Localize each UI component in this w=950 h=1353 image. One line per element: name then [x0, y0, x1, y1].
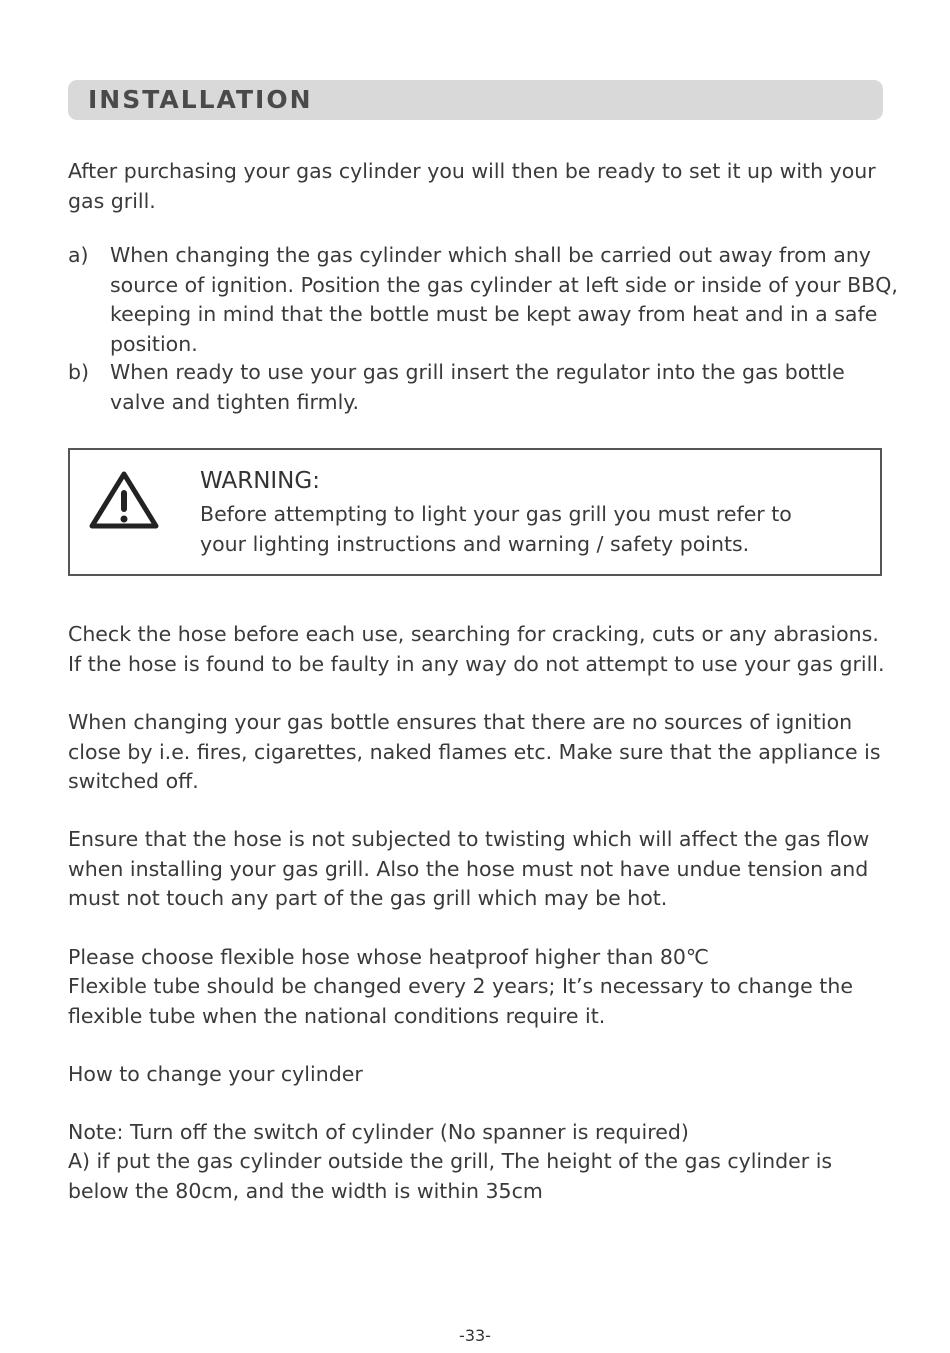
list-text: When ready to use your gas grill insert the regulator into the gas bottle valve and tighten firmly.	[110, 360, 845, 414]
list-marker: b)	[68, 360, 90, 384]
list-text: When changing the gas cylinder which shall be carried out away from any source of ignition. Position the gas cylinder at left side or inside of your BBQ, keeping in mind that the bottle must be kept away from heat and in a safe position.	[110, 243, 898, 356]
hose-check-paragraph: Check the hose before each use, searching for cracking, cuts or any abrasions. If the hose is found to be faulty in any way do not attempt to use your gas grill.	[68, 622, 885, 676]
tube-change-paragraph: Flexible tube should be changed every 2 years; It’s necessary to change the flexible tube when the national conditions require it.	[68, 974, 853, 1028]
twisting-paragraph: Ensure that the hose is not subjected to twisting which will affect the gas flow when installing your gas grill. Also the hose must not have undue tension and must not touch any part of the gas grill which may be hot.	[68, 827, 870, 910]
outside-paragraph: A) if put the gas cylinder outside the grill, The height of the gas cylinder is below the 80cm, and the width is within 35cm	[68, 1149, 833, 1203]
warning-box	[68, 448, 882, 576]
section-title: INSTALLATION	[88, 85, 313, 114]
warning-body: Before attempting to light your gas grill you must refer to your lighting instructions and warning / safety points.	[200, 502, 792, 556]
page-number: -33-	[459, 1326, 491, 1345]
warning-title: WARNING:	[200, 468, 320, 494]
list-marker: a)	[68, 243, 89, 267]
warning-triangle-icon	[88, 468, 160, 532]
section-header	[68, 80, 883, 120]
how-to-heading: How to change your cylinder	[68, 1062, 363, 1086]
intro-paragraph: After purchasing your gas cylinder you will then be ready to set it up with your gas grill.	[68, 159, 876, 213]
heatproof-paragraph: Please choose flexible hose whose heatproof higher than 80℃	[68, 945, 709, 969]
note-paragraph: Note: Turn off the switch of cylinder (No spanner is required)	[68, 1120, 689, 1144]
bottle-change-paragraph: When changing your gas bottle ensures that there are no sources of ignition close by i.e. fires, cigarettes, naked flames etc. Make sure that the appliance is switched off.	[68, 710, 881, 793]
